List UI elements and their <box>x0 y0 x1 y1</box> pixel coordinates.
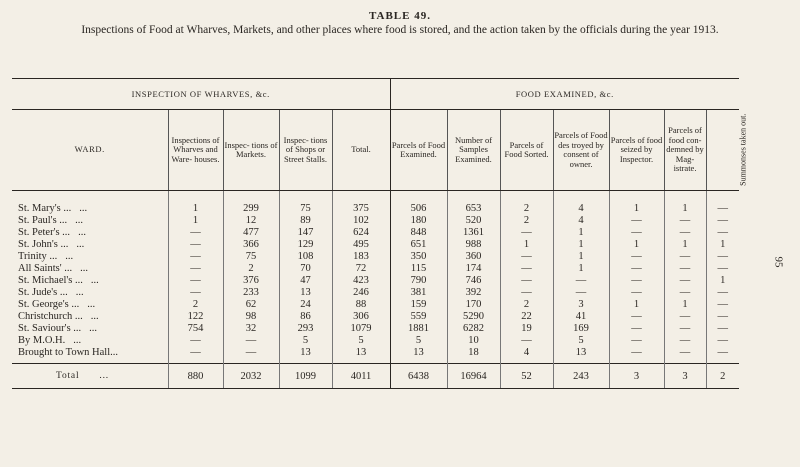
table-cell: 477 <box>223 227 279 239</box>
ward-name: By M.O.H. ... <box>18 335 82 346</box>
table-cell: — <box>609 311 664 323</box>
table-cell: 790 <box>390 275 447 287</box>
table-row <box>12 191 739 216</box>
table-row <box>12 251 739 263</box>
ward-name: Christchurch ... ... <box>18 311 99 322</box>
table-cell: 169 <box>553 323 609 335</box>
table-cell: 5 <box>390 335 447 347</box>
table-cell: 1 <box>664 239 706 251</box>
table-cell: 495 <box>332 239 390 251</box>
table-cell: 129 <box>279 239 332 251</box>
table-cell: — <box>223 335 279 347</box>
table-cell: — <box>500 227 553 239</box>
table-cell: 423 <box>332 275 390 287</box>
table-cell: 72 <box>332 263 390 275</box>
table-cell: 2 <box>500 191 553 216</box>
table-cell: — <box>168 275 223 287</box>
table-cell: 392 <box>447 287 500 299</box>
table-row <box>12 287 739 299</box>
table-cell: — <box>706 251 739 263</box>
table-cell: 506 <box>390 191 447 216</box>
total-cell: 2032 <box>223 364 279 389</box>
table-cell: 75 <box>223 251 279 263</box>
table-cell: — <box>706 335 739 347</box>
total-cell: 3 <box>609 364 664 389</box>
table-cell: 366 <box>223 239 279 251</box>
table-cell: — <box>664 275 706 287</box>
food-inspection-table <box>12 78 747 389</box>
table-cell: 102 <box>332 215 390 227</box>
table-cell: — <box>553 275 609 287</box>
table-cell: 22 <box>500 311 553 323</box>
total-cell: 880 <box>168 364 223 389</box>
table-cell: — <box>664 251 706 263</box>
table-cell: 754 <box>168 323 223 335</box>
table-cell: 1 <box>706 275 739 287</box>
table-cell: 159 <box>390 299 447 311</box>
table-cell: 2 <box>168 299 223 311</box>
table-cell: 41 <box>553 311 609 323</box>
table-cell: 18 <box>447 347 500 364</box>
table-cell: 10 <box>447 335 500 347</box>
table-cell: — <box>553 287 609 299</box>
table-cell: 88 <box>332 299 390 311</box>
table-cell: 1 <box>500 239 553 251</box>
table-cell: 1 <box>553 239 609 251</box>
table-cell: 98 <box>223 311 279 323</box>
ward-name: St. Michael's ... ... <box>18 275 99 286</box>
table-cell: 5 <box>332 335 390 347</box>
table-cell: — <box>168 263 223 275</box>
table-cell: — <box>609 263 664 275</box>
table-cell: 848 <box>390 227 447 239</box>
ward-name: St. Paul's ... ... <box>18 215 84 226</box>
table-row <box>12 347 739 364</box>
total-cell: 2 <box>706 364 739 389</box>
table-cell: 1881 <box>390 323 447 335</box>
table-cell: 89 <box>279 215 332 227</box>
table-cell: — <box>609 215 664 227</box>
table-cell: 13 <box>279 287 332 299</box>
table-cell: 1 <box>168 191 223 216</box>
table-cell: — <box>609 275 664 287</box>
table-row <box>12 263 739 275</box>
total-cell: 16964 <box>447 364 500 389</box>
section-header-wharves: INSPECTION OF WHARVES, &c. <box>12 79 390 110</box>
column-header-1: Inspections of Wharves and Ware- houses. <box>168 110 223 191</box>
ward-name: St. George's ... ... <box>18 299 96 310</box>
table-cell: 13 <box>553 347 609 364</box>
table-cell: 5 <box>553 335 609 347</box>
table-cell: 2 <box>223 263 279 275</box>
table-cell: 19 <box>500 323 553 335</box>
total-cell: 243 <box>553 364 609 389</box>
table-cell: — <box>609 335 664 347</box>
table-row <box>12 275 739 287</box>
table-cell: — <box>609 287 664 299</box>
table-cell: — <box>706 299 739 311</box>
table-cell: 86 <box>279 311 332 323</box>
table-cell: — <box>706 227 739 239</box>
table-cell: 1 <box>664 299 706 311</box>
table-cell: 6282 <box>447 323 500 335</box>
section-header-food: FOOD EXAMINED, &c. <box>390 79 739 110</box>
table-cell: 62 <box>223 299 279 311</box>
ward-name: St. John's ... ... <box>18 239 85 250</box>
table-cell: 12 <box>223 215 279 227</box>
table-cell: — <box>500 287 553 299</box>
ward-name: St. Jude's ... ... <box>18 287 84 298</box>
table-cell: 653 <box>447 191 500 216</box>
table-cell: 115 <box>390 263 447 275</box>
table-row <box>12 239 739 251</box>
table-row <box>12 311 739 323</box>
table-cell: — <box>706 215 739 227</box>
table-cell: 246 <box>332 287 390 299</box>
ward-name: Trinity ... ... <box>18 251 74 262</box>
column-header-6: Number of Samples Examined. <box>447 110 500 191</box>
table-cell: 170 <box>447 299 500 311</box>
ward-name: All Saints' ... ... <box>18 263 88 274</box>
table-cell: 376 <box>223 275 279 287</box>
table-cell: 1 <box>664 191 706 216</box>
table-cell: — <box>706 347 739 364</box>
table-cell: — <box>706 287 739 299</box>
table-title: TABLE 49. <box>369 10 431 22</box>
table-row <box>12 323 739 335</box>
table-cell: — <box>168 287 223 299</box>
total-cell: 1099 <box>279 364 332 389</box>
table-cell: — <box>500 251 553 263</box>
column-header-2: Inspec- tions of Markets. <box>223 110 279 191</box>
table-cell: 2 <box>500 299 553 311</box>
column-header-7: Parcels of Food Sorted. <box>500 110 553 191</box>
table-row <box>12 299 739 311</box>
column-header-5: Parcels of Food Examined. <box>390 110 447 191</box>
table-cell: — <box>664 347 706 364</box>
table-cell: 651 <box>390 239 447 251</box>
table-cell: 32 <box>223 323 279 335</box>
table-cell: — <box>664 311 706 323</box>
table-cell: 381 <box>390 287 447 299</box>
table-cell: 2 <box>500 215 553 227</box>
total-cell: 3 <box>664 364 706 389</box>
table-cell: 306 <box>332 311 390 323</box>
table-cell: — <box>664 335 706 347</box>
table-cell: 988 <box>447 239 500 251</box>
table-cell: — <box>664 287 706 299</box>
table-cell: 520 <box>447 215 500 227</box>
table-cell: 75 <box>279 191 332 216</box>
table-cell: 1 <box>553 263 609 275</box>
table-cell: 1 <box>168 215 223 227</box>
table-cell: 122 <box>168 311 223 323</box>
table-cell: 1 <box>609 191 664 216</box>
table-cell: — <box>500 335 553 347</box>
table-cell: — <box>168 335 223 347</box>
table-cell: — <box>706 263 739 275</box>
table-cell: — <box>706 311 739 323</box>
table-cell: 13 <box>279 347 332 364</box>
table-cell: 3 <box>553 299 609 311</box>
table-cell: — <box>706 323 739 335</box>
table-cell: 180 <box>390 215 447 227</box>
table-cell: — <box>664 263 706 275</box>
table-cell: 24 <box>279 299 332 311</box>
table-cell: 1 <box>553 227 609 239</box>
total-row <box>12 364 739 389</box>
table-cell: — <box>609 251 664 263</box>
table-cell: 233 <box>223 287 279 299</box>
column-header-11: Summonses taken out. <box>706 110 739 191</box>
table-cell: 4 <box>500 347 553 364</box>
ward-name: St. Saviour's ... ... <box>18 323 98 334</box>
table-cell: — <box>706 191 739 216</box>
table-cell: 624 <box>332 227 390 239</box>
table-cell: — <box>168 227 223 239</box>
column-header-3: Inspec- tions of Shops or Street Stalls. <box>279 110 332 191</box>
table-cell: 1 <box>553 251 609 263</box>
table-cell: 4 <box>553 191 609 216</box>
table-cell: — <box>609 347 664 364</box>
table-subtitle: Inspections of Food at Wharves, Markets, and other places where food is stored, and the action taken by the officials during the year 1913. <box>81 24 719 36</box>
table-cell: — <box>500 263 553 275</box>
table-cell: 13 <box>390 347 447 364</box>
column-header-4: Total. <box>332 110 390 191</box>
table-cell: — <box>664 227 706 239</box>
table-row <box>12 335 739 347</box>
table-cell: — <box>223 347 279 364</box>
table-cell: 174 <box>447 263 500 275</box>
table-cell: 5290 <box>447 311 500 323</box>
ward-name: St. Mary's ... ... <box>18 203 88 214</box>
table-row <box>12 227 739 239</box>
table-cell: 299 <box>223 191 279 216</box>
total-label: Total ... <box>12 364 168 389</box>
total-cell: 6438 <box>390 364 447 389</box>
table-cell: 746 <box>447 275 500 287</box>
table-cell: 147 <box>279 227 332 239</box>
total-cell: 4011 <box>332 364 390 389</box>
table-cell: — <box>609 323 664 335</box>
column-header-10: Parcels of food con- demned by Mag- istrate. <box>664 110 706 191</box>
table-cell: 375 <box>332 191 390 216</box>
table-cell: — <box>500 275 553 287</box>
table-cell: 1079 <box>332 323 390 335</box>
total-cell: 52 <box>500 364 553 389</box>
table-row <box>12 215 739 227</box>
table-cell: 293 <box>279 323 332 335</box>
table-cell: — <box>168 251 223 263</box>
table-cell: 108 <box>279 251 332 263</box>
table-cell: 1 <box>609 299 664 311</box>
ward-name: St. Peter's ... ... <box>18 227 86 238</box>
table-cell: 360 <box>447 251 500 263</box>
ward-name: Brought to Town Hall... <box>18 347 118 358</box>
table-cell: — <box>168 347 223 364</box>
table-cell: 13 <box>332 347 390 364</box>
table-cell: 1 <box>706 239 739 251</box>
table-cell: — <box>168 239 223 251</box>
table-cell: — <box>664 215 706 227</box>
table-cell: — <box>609 227 664 239</box>
table-cell: 183 <box>332 251 390 263</box>
table-cell: 47 <box>279 275 332 287</box>
page-number: 95 <box>772 256 785 268</box>
table-cell: 350 <box>390 251 447 263</box>
table-cell: 1 <box>609 239 664 251</box>
column-header-8: Parcels of Food des troyed by consent of owner. <box>553 110 609 191</box>
table-cell: — <box>664 323 706 335</box>
table-cell: 5 <box>279 335 332 347</box>
table-cell: 559 <box>390 311 447 323</box>
table-cell: 1361 <box>447 227 500 239</box>
table-cell: 70 <box>279 263 332 275</box>
table-cell: 4 <box>553 215 609 227</box>
column-header-9: Parcels of food seized by Inspector. <box>609 110 664 191</box>
column-header-0: WARD. <box>12 110 168 191</box>
